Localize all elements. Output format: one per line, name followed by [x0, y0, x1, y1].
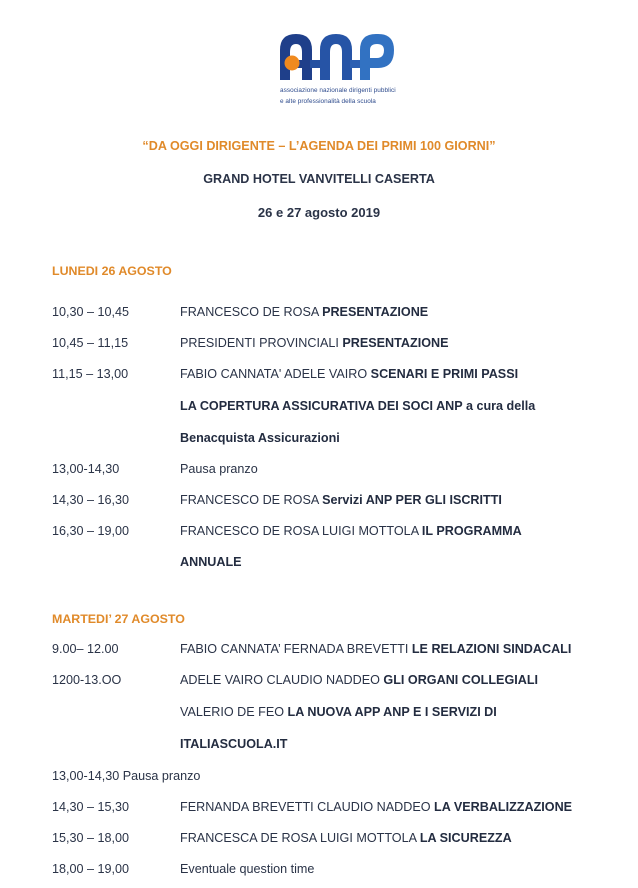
row-description — [180, 305, 428, 319]
row-description — [180, 705, 497, 719]
row-topic: IL PROGRAMMA — [421, 524, 522, 538]
row-description — [180, 800, 572, 814]
row-topic: Servizi ANP PER GLI ISCRITTI — [322, 493, 502, 507]
anp-logo — [276, 30, 416, 112]
row-speaker: FRANCESCA DE ROSA LUIGI MOTTOLA — [180, 831, 420, 845]
logo-subtitle-2: e alte professionalità della scuola — [280, 98, 376, 105]
row-time: 16,30 – 19,00 — [52, 524, 130, 538]
row-speaker: FERNANDA BREVETTI CLAUDIO NADDEO — [180, 800, 435, 814]
row-topic: PRESENTAZIONE — [342, 336, 449, 350]
row-time: 15,30 – 18,00 — [52, 831, 130, 845]
row-description — [180, 737, 288, 751]
row-time: 13,00-14,30 — [52, 462, 120, 476]
row-topic: ANNUALE — [180, 555, 242, 569]
anp-logo-mark — [276, 30, 416, 88]
row-description — [180, 524, 522, 538]
row-topic: LA NUOVA APP ANP E I SERVIZI DI — [287, 705, 497, 719]
row-time: 9.00– 12.00 — [52, 642, 119, 656]
row-speaker: Eventuale question time — [180, 862, 315, 876]
row-description — [180, 367, 518, 381]
row-topic: LA VERBALIZZAZIONE — [434, 800, 573, 814]
row-time: 1200-13.OO — [52, 673, 122, 687]
logo-letter-p — [360, 34, 394, 80]
row-time: 10,45 – 11,15 — [52, 336, 129, 350]
row-topic: LE RELAZIONI SINDACALI — [411, 642, 572, 656]
event-dates: 26 e 27 agosto 2019 — [257, 205, 381, 220]
row-topic: LA SICUREZZA — [419, 831, 512, 845]
row-speaker: PRESIDENTI PROVINCIALI — [180, 336, 343, 350]
row-topic: ITALIASCUOLA.IT — [180, 737, 288, 751]
day-heading-tuesday: MARTEDI’ 27 AGOSTO — [52, 612, 185, 626]
row-description — [180, 399, 535, 413]
logo-letter-n — [320, 34, 352, 80]
row-description — [180, 555, 242, 569]
row-speaker: FRANCESCO DE ROSA LUIGI MOTTOLA — [180, 524, 422, 538]
row-speaker: FABIO CANNATA’ FERNADA BREVETTI — [180, 642, 412, 656]
row-description — [180, 431, 340, 445]
row-topic: SCENARI E PRIMI PASSI — [370, 367, 519, 381]
row-description — [180, 673, 538, 687]
logo-orange-dot-icon — [285, 56, 300, 71]
row-speaker: FABIO CANNATA' ADELE VAIRO — [180, 367, 371, 381]
row-topic: Benacquista Assicurazioni — [180, 431, 340, 445]
row-inline-text: 13,00-14,30 Pausa pranzo — [52, 769, 201, 783]
row-description — [180, 493, 502, 507]
row-time: 18,00 – 19,00 — [52, 862, 130, 876]
row-time: 10,30 – 10,45 — [52, 305, 130, 319]
row-description — [180, 862, 314, 876]
row-speaker: FRANCESCO DE ROSA — [180, 493, 323, 507]
row-topic: GLI ORGANI COLLEGIALI — [383, 673, 539, 687]
row-topic: PRESENTAZIONE — [322, 305, 429, 319]
row-time: 14,30 – 16,30 — [52, 493, 130, 507]
row-speaker: Pausa pranzo — [180, 462, 258, 476]
row-time: 14,30 – 15,30 — [52, 800, 130, 814]
row-description — [180, 642, 571, 656]
row-description — [180, 462, 258, 476]
row-speaker: ADELE VAIRO CLAUDIO NADDEO — [180, 673, 384, 687]
event-title: “DA OGGI DIRIGENTE – L’AGENDA DEI PRIMI 100 GIORNI” — [142, 139, 496, 153]
day-heading-monday: LUNEDI 26 AGOSTO — [52, 264, 172, 278]
row-description — [180, 336, 448, 350]
row-time: 11,15 – 13,00 — [52, 367, 129, 381]
logo-subtitle-1: associazione nazionale dirigenti pubblici — [280, 87, 396, 94]
row-topic: LA COPERTURA ASSICURATIVA DEI SOCI ANP a cura della — [180, 399, 536, 413]
row-speaker: VALERIO DE FEO — [180, 705, 288, 719]
row-speaker: FRANCESCO DE ROSA — [180, 305, 323, 319]
venue: GRAND HOTEL VANVITELLI CASERTA — [203, 172, 435, 186]
row-description — [180, 831, 512, 845]
